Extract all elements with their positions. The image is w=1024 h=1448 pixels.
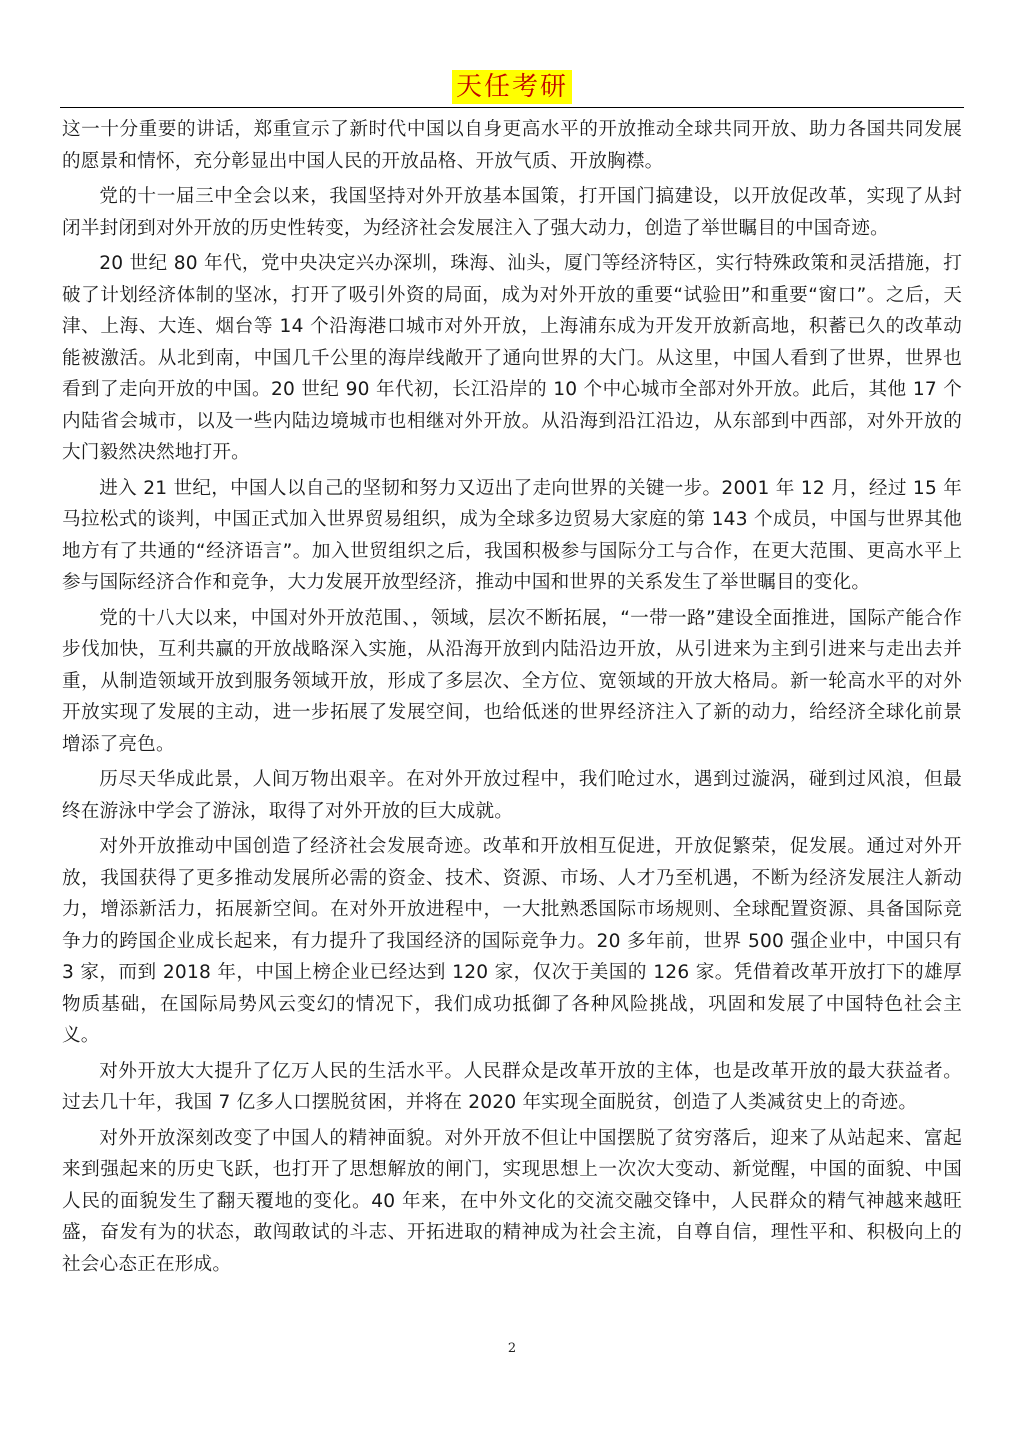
paragraph-continued: 这一十分重要的讲话，郑重宣示了新时代中国以自身更高水平的开放推动全球共同开放、助力各国共同发展的愿景和情怀，充分彰显出中国人民的开放品格、开放气质、开放胸襟。 — [62, 119, 962, 172]
paragraph: 对外开放深刻改变了中国人的精神面貌。对外开放不但让中国摆脱了贫穷落后，迎来了从站起来、富起来到强起来的历史飞跃，也打开了思想解放的闸门，实现思想上一次次大变动、新觉醒，中国的面貌、中国人民的面貌发生了翻天覆地的变化。40 年来，在中外文化的交流交融交锋中，人民群众的精气神越来越旺盛，奋发有为的状态，敢闯敢试的斗志、开拓进取的精神成为社会主流，自尊自信，理性平和、积极向上的社会心态正在形成。 — [62, 1127, 962, 1275]
paragraph: 党的十八大以来，中国对外开放范围、，领域，层次不断拓展，“一带一路”建设全面推进，国际产能合作步伐加快，互利共赢的开放战略深入实施，从沿海开放到内陆沿边开放，从引进来为主到引进来与走出去并重，从制造领域开放到服务领域开放，形成了多层次、全方位、宽领域的开放大格局。新一轮高水平的对外开放实现了发展的主动，进一步拓展了发展空间，也给低迷的世界经济注入了新的动力，给经济全球化前景增添了亮色。 — [62, 607, 962, 755]
header-title: 天任考研 — [452, 70, 572, 104]
paragraph: 20 世纪 80 年代，党中央决定兴办深圳，珠海、汕头，厦门等经济特区，实行特殊政策和灵活措施，打破了计划经济体制的坚冰，打开了吸引外资的局面，成为对外开放的重要“试验田”和重要“窗口”。之后，天津、上海、大连、烟台等 14 个沿海港口城市对外开放，上海浦东成为开发开放新高地，积蓄已久的改革动能被激活。从北到南，中国几千公里的海岸线敞开了通向世界的大门。从这里，中国人看到了世界，世界也看到了走向开放的中国。20 世纪 90 年代初，长江沿岸的 10 个中心城市全部对外开放。此后，其他 17 个内陆省会城市，以及一些内陆边境城市也相继对外开放。从沿海到沿江沿边，从东部到中西部，对外开放的大门毅然决然地打开。 — [62, 253, 962, 463]
page-header — [0, 70, 1024, 110]
paragraph: 对外开放推动中国创造了经济社会发展奇迹。改革和开放相互促进，开放促繁荣，促发展。通过对外开放，我国获得了更多推动发展所必需的资金、技术、资源、市场、人才乃至机遇，不断为经济发展注人新动力，增添新活力，拓展新空间。在对外开放进程中，一大批熟悉国际市场规则、全球配置资源、具备国际竞争力的跨国企业成长起来，有力提升了我国经济的国际竞争力。20 多年前，世界 500 强企业中，中国只有 3 家，而到 2018 年，中国上榜企业已经达到 120 家，仅次于美国的 126 家。凭借着改革开放打下的雄厚物质基础，在国际局势风云变幻的情况下，我们成功抵御了各种风险挑战，巩固和发展了中国特色社会主义。 — [62, 836, 962, 1046]
document-body — [62, 114, 962, 1284]
header-divider — [60, 107, 964, 108]
paragraph: 进入 21 世纪，中国人以自己的坚韧和努力又迈出了走向世界的关键一步。2001 年 12 月，经过 15 年马拉松式的谈判，中国正式加入世界贸易组织，成为全球多边贸易大家庭的第 143 个成员，中国与世界其他地方有了共通的“经济语言”。加入世贸组织之后，我国积极参与国际分工与合作，在更大范围、更高水平上参与国际经济合作和竞争，大力发展开放型经济，推动中国和世界的关系发生了举世瞩目的变化。 — [62, 477, 962, 593]
page-number: 2 — [507, 1341, 517, 1356]
paragraph: 对外开放大大提升了亿万人民的生活水平。人民群众是改革开放的主体，也是改革开放的最大获益者。过去几十年，我国 7 亿多人口摆脱贫困，并将在 2020 年实现全面脱贫，创造了人类减贫史上的奇迹。 — [62, 1060, 962, 1113]
paragraph: 历尽天华成此景，人间万物出艰辛。在对外开放过程中，我们呛过水，遇到过漩涡，碰到过风浪，但最终在游泳中学会了游泳，取得了对外开放的巨大成就。 — [62, 769, 962, 822]
paragraph: 党的十一届三中全会以来，我国坚持对外开放基本国策，打开国门搞建设，以开放促改革，实现了从封闭半封闭到对外开放的历史性转变，为经济社会发展注入了强大动力，创造了举世瞩目的中国奇迹。 — [62, 186, 962, 239]
